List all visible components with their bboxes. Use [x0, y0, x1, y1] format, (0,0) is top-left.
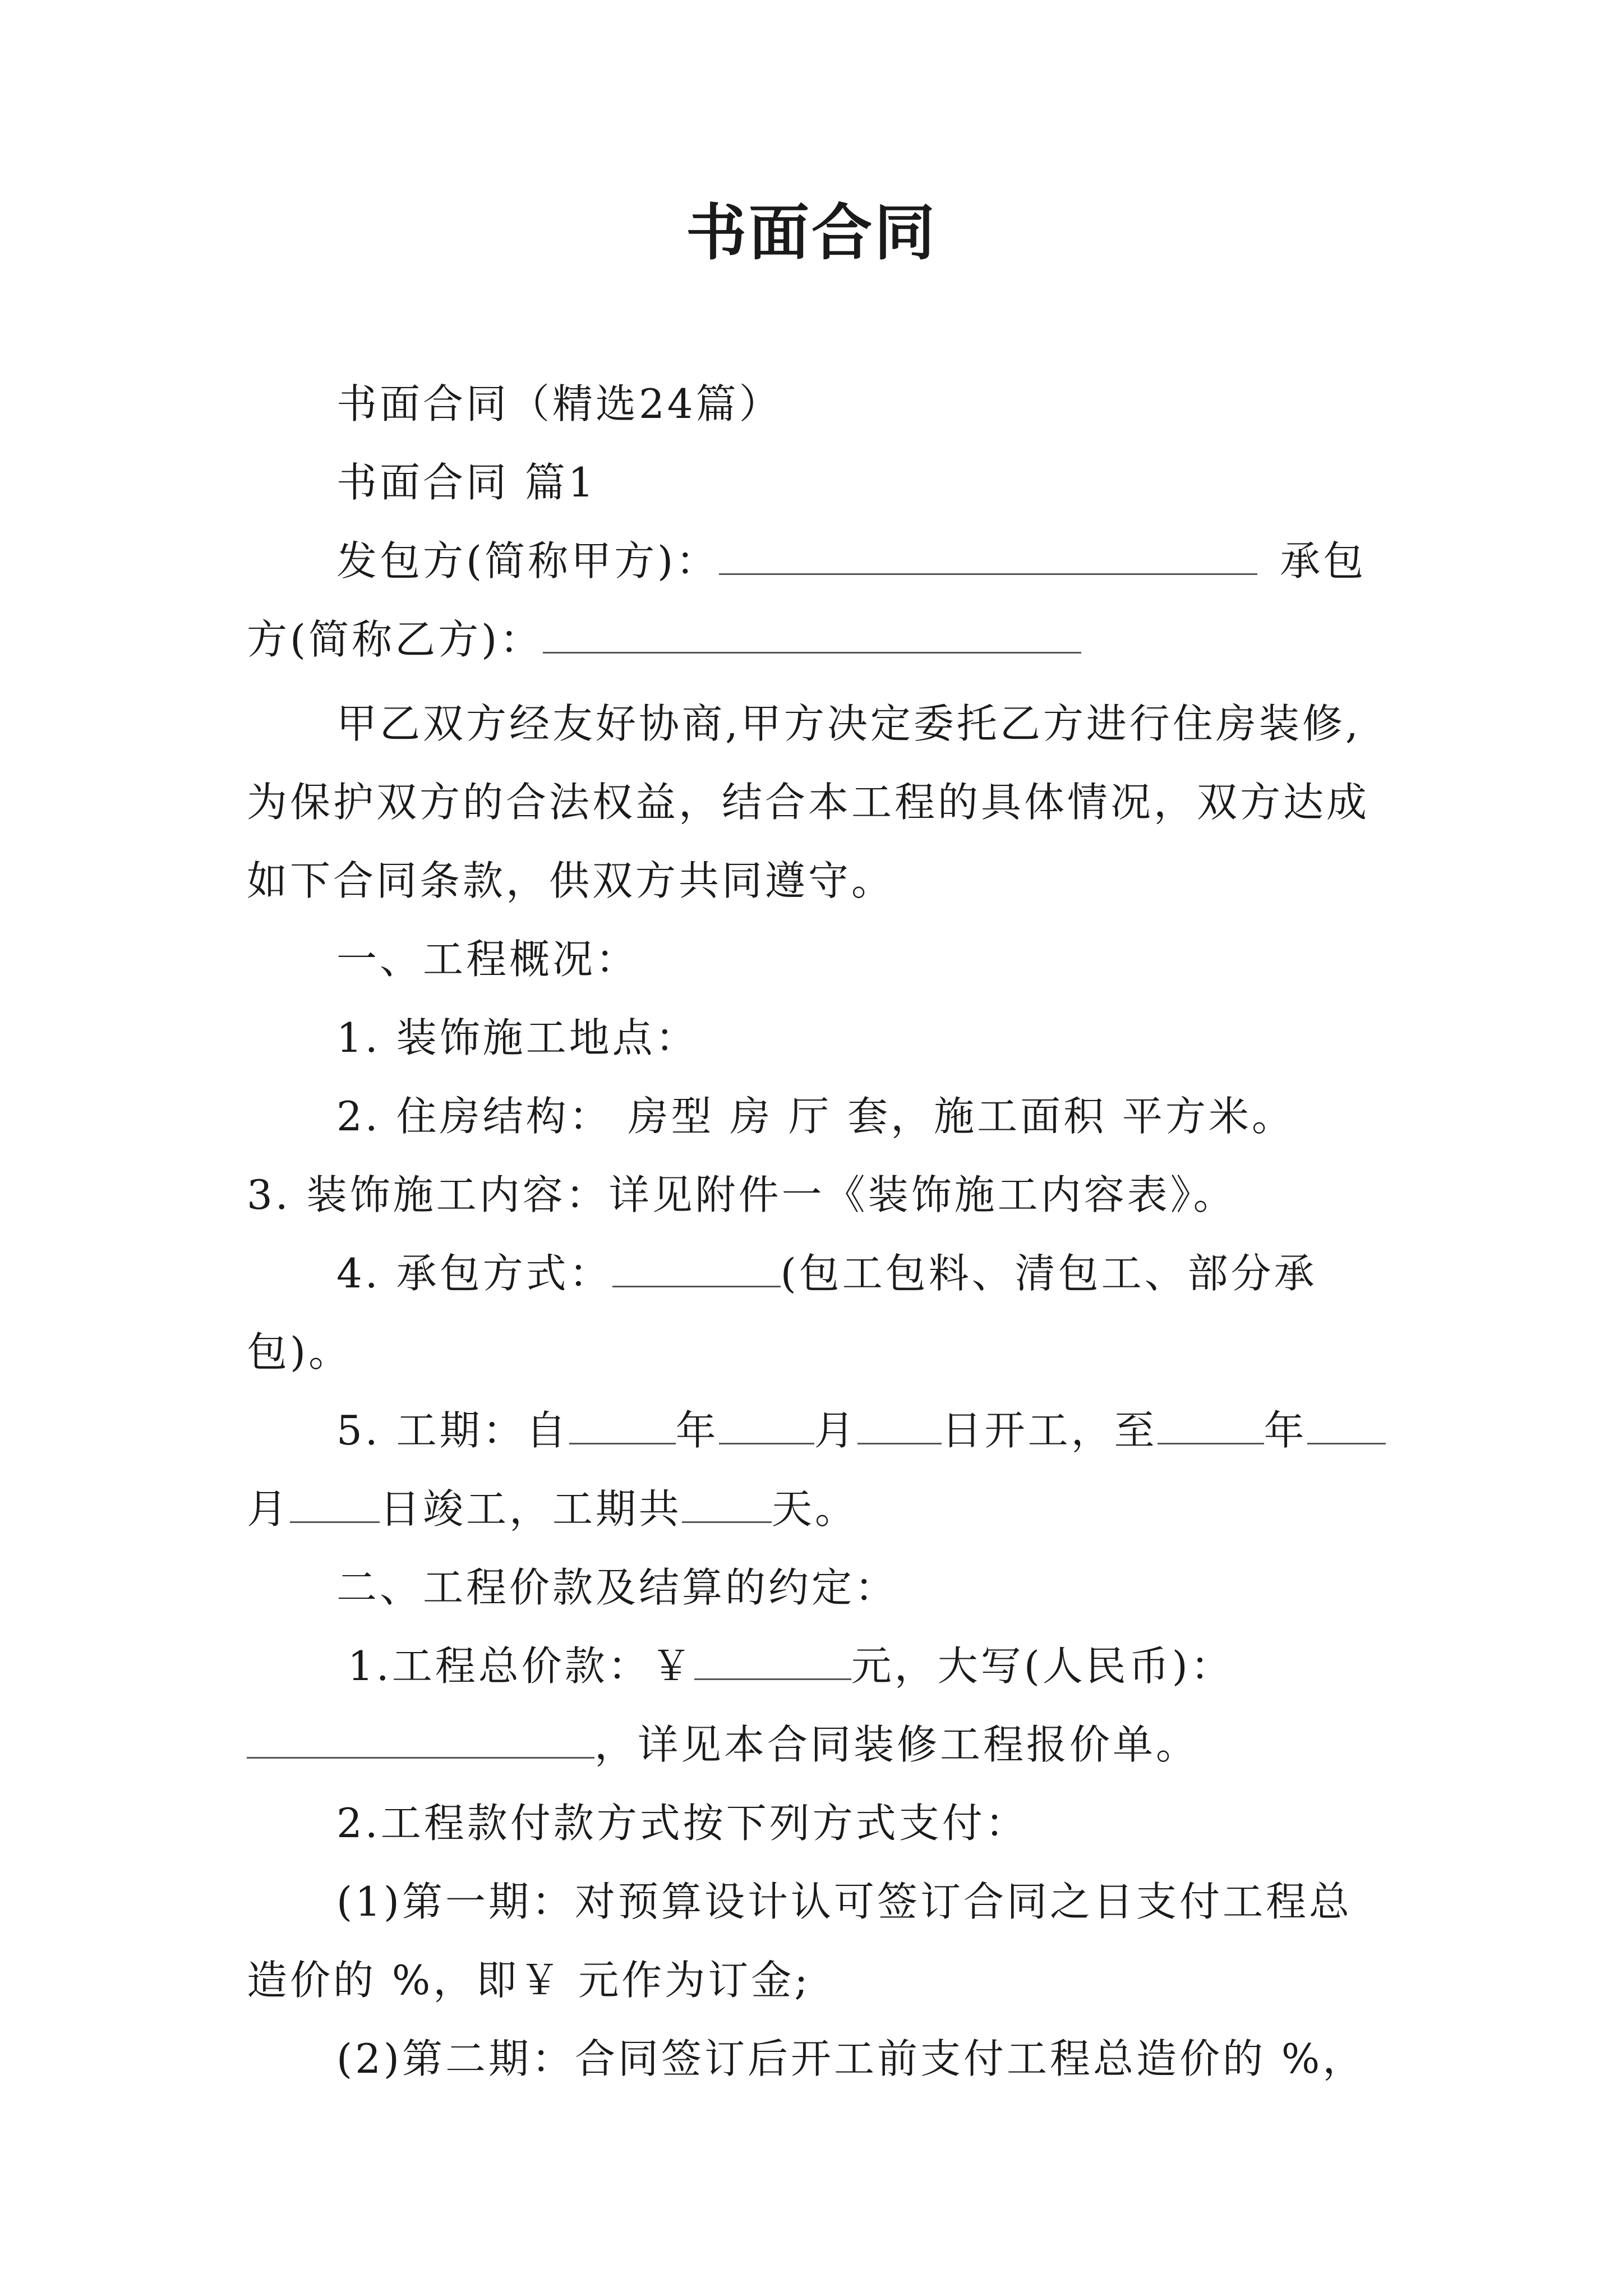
clause-text: 日开工，至: [941, 1407, 1158, 1454]
clause-heading-line: [336, 1559, 898, 1616]
clause-text: (1)第一期：对预算设计认可签订合同之日支付工程总: [336, 1878, 1352, 1925]
clause-line: [348, 1638, 1234, 1694]
subtitle-line: [336, 376, 782, 432]
clause-text: 5. 工期：自: [336, 1407, 569, 1454]
clause-text: 2.工程款付款方式按下列方式支付：: [336, 1800, 1029, 1847]
clause-heading-line: [336, 931, 639, 987]
clause-line: [247, 1952, 810, 2008]
end-day-blank: [290, 1482, 380, 1523]
clause-line: [336, 1245, 1317, 1301]
clause-text: (2)第二期：合同签订后开工前支付工程总造价的 %，: [336, 2035, 1366, 2082]
end-month-blank: [1307, 1404, 1386, 1444]
clause-heading-text: 二、工程价款及结算的约定：: [336, 1564, 898, 1611]
clause-text: 3. 装饰施工内容：详见附件一《装饰施工内容表》。: [247, 1171, 1237, 1218]
document-title: 书面合同: [685, 197, 937, 268]
start-month-blank: [719, 1404, 814, 1444]
clause-text: 造价的 %，即￥ 元作为订金;: [247, 1957, 811, 2004]
duration-blank: [682, 1482, 772, 1523]
clause-text: 包)。: [247, 1328, 352, 1375]
clause-line: [336, 1874, 1352, 1930]
start-year-blank: [569, 1404, 676, 1444]
clause-text: 月: [247, 1485, 291, 1533]
clause-line: [247, 1717, 1199, 1773]
clause-line: [247, 1481, 858, 1537]
clause-heading-text: 一、工程概况：: [336, 936, 639, 983]
party-b-line: [247, 611, 1081, 668]
clause-text: 月: [814, 1407, 857, 1454]
clause-text: 日竣工，工期共: [380, 1485, 683, 1533]
section-heading-line: [336, 454, 597, 510]
subtitle-text: 书面合同（精选24篇）: [336, 380, 782, 427]
price-in-words-blank: [247, 1718, 594, 1759]
party-b-label: 方(简称乙方)：: [247, 616, 543, 663]
clause-text: (包工包料、清包工、部分承: [780, 1250, 1317, 1297]
clause-line: [247, 1167, 1237, 1223]
clause-line: [336, 1010, 699, 1066]
paragraph-text: 为保护双方的合法权益，结合本工程的具体情况，双方达成: [247, 779, 1370, 826]
start-day-blank: [857, 1404, 942, 1444]
total-price-blank: [694, 1639, 851, 1680]
clause-text: 2. 住房结构： 房型 房 厅 套，施工面积 平方米。: [336, 1093, 1295, 1140]
clause-text: 元，大写(人民币)：: [851, 1642, 1234, 1690]
party-a-tail: 承包: [1280, 537, 1367, 585]
clause-line: [247, 1324, 352, 1380]
paragraph-line: [247, 774, 1370, 830]
end-year-blank: [1158, 1404, 1264, 1444]
party-a-blank: [719, 534, 1257, 575]
clause-line: [336, 1402, 1386, 1458]
clause-line: [336, 1088, 1295, 1144]
clause-text: 年: [1264, 1407, 1307, 1454]
clause-text: 4. 承包方式：: [336, 1250, 612, 1297]
clause-text: 天。: [772, 1485, 859, 1533]
clause-line: [336, 2031, 1366, 2087]
clause-line: [336, 1795, 1029, 1851]
party-a-label: 发包方(简称甲方)：: [336, 537, 720, 585]
section-heading-text: 书面合同 篇1: [336, 459, 597, 506]
paragraph-text: 如下合同条款，供双方共同遵守。: [247, 857, 895, 904]
clause-text: 1. 装饰施工地点：: [336, 1014, 699, 1061]
party-b-blank: [543, 613, 1081, 654]
paragraph-line: [247, 853, 895, 909]
paragraph-text: 甲乙双方经友好协商,甲方决定委托乙方进行住房装修,: [336, 700, 1361, 747]
clause-text: 1.工程总价款：￥: [348, 1642, 694, 1690]
party-a-line: [336, 533, 1366, 589]
clause-text: ，详见本合同装修工程报价单。: [594, 1721, 1200, 1768]
paragraph-line: [336, 696, 1361, 752]
contract-mode-blank: [612, 1246, 781, 1287]
clause-text: 年: [675, 1407, 719, 1454]
